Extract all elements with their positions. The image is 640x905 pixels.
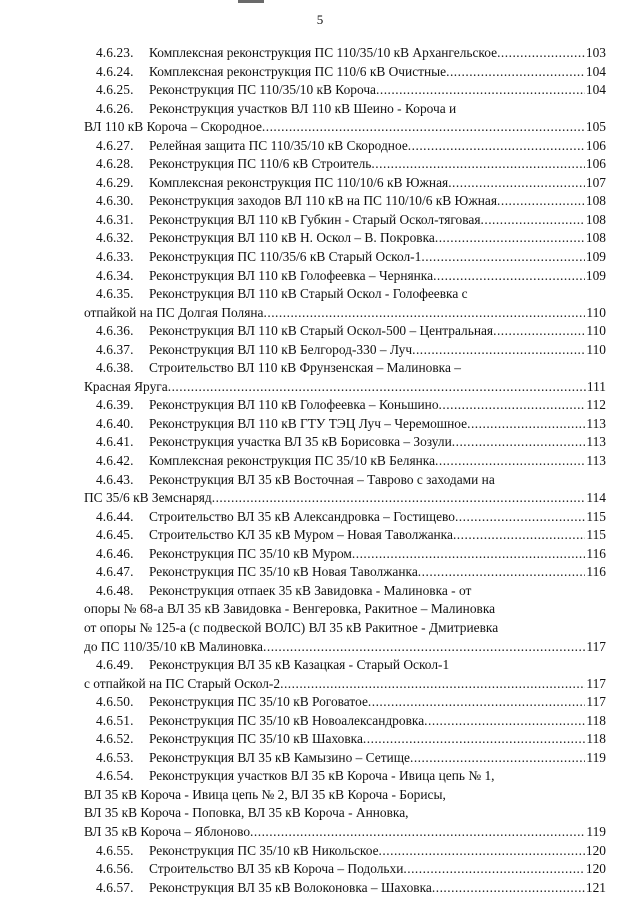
toc-continuation-line [84, 118, 606, 137]
toc-line [96, 582, 606, 601]
toc-page-number: 114 [586, 490, 606, 506]
toc-section-number: 4.6.35. [96, 286, 134, 302]
toc-section-number: 4.6.28. [96, 156, 134, 172]
toc-section-number: 4.6.27. [96, 137, 134, 153]
toc-page-number: 112 [586, 397, 606, 413]
toc-entry [84, 471, 606, 508]
toc-page-number: 110 [586, 304, 606, 320]
toc-dot-leader [453, 526, 585, 545]
toc-section-number: 4.6.56. [96, 861, 134, 877]
toc-continuation-line [84, 638, 606, 657]
toc-entry [84, 100, 606, 137]
toc-page-number: 113 [586, 453, 606, 469]
toc-title-text: ПС 35/6 кВ Земснаряд [84, 490, 212, 506]
toc-line [96, 563, 606, 582]
toc-entry [96, 693, 606, 712]
toc-entry [96, 396, 606, 415]
toc-title-text: с отпайкой на ПС Старый Оскол-2 [84, 675, 281, 691]
toc-line [96, 81, 606, 100]
toc-title-text: Строительство ВЛ 35 кВ Александровка – Гостищево [149, 508, 455, 524]
toc-title-text: Реконструкция ПС 110/6 кВ Строитель [149, 156, 372, 172]
toc-dot-leader [432, 879, 585, 898]
toc-dot-leader [418, 563, 586, 582]
toc-section-number: 4.6.52. [96, 731, 134, 747]
toc-line [96, 155, 606, 174]
toc-line [96, 248, 606, 267]
toc-page-number: 119 [586, 823, 606, 839]
toc-page-number: 118 [586, 731, 606, 747]
toc-continuation-line [84, 489, 606, 508]
toc-line [96, 285, 606, 304]
toc-line [96, 63, 606, 82]
toc-page-number: 108 [585, 230, 606, 246]
toc-line [96, 471, 606, 490]
toc-section-number: 4.6.37. [96, 341, 134, 357]
toc-entry [96, 81, 606, 100]
toc-title-text: Реконструкция ПС 35/10 кВ Шаховка [149, 731, 363, 747]
toc-dot-leader [497, 192, 585, 211]
toc-title-text: от опоры № 125-а (с подвеской ВОЛС) ВЛ 35 кВ Ракитное - Дмитриевка [84, 619, 499, 635]
toc-dot-leader [368, 693, 586, 712]
toc-line [96, 879, 606, 898]
toc-section-number: 4.6.34. [96, 267, 134, 283]
toc-page-number: 108 [585, 193, 606, 209]
toc-page-number: 104 [585, 82, 606, 98]
toc-title-text: Реконструкция ВЛ 110 кВ Губкин - Старый Оскол-тяговая [149, 211, 481, 227]
toc-title-text: Реконструкция ПС 35/10 кВ Муром [149, 545, 352, 561]
toc-entry [96, 526, 606, 545]
toc-title-text: Реконструкция ВЛ 110 кВ Голофеевка – Чернянка [149, 267, 434, 283]
toc-entry [96, 229, 606, 248]
toc-dot-leader [410, 749, 585, 768]
toc-page-number: 109 [585, 267, 606, 283]
toc-title-text: Строительство ВЛ 35 кВ Короча – Подольхи [149, 861, 404, 877]
toc-dot-leader [439, 396, 586, 415]
toc-entry [96, 508, 606, 527]
toc-line [96, 433, 606, 452]
toc-entry [96, 842, 606, 861]
toc-dot-leader [352, 545, 586, 564]
toc-title-text: Реконструкция ВЛ 110 кВ ГТУ ТЭЦ Луч – Черемошное [149, 415, 468, 431]
toc-dot-leader [168, 378, 586, 397]
toc-dot-leader [263, 638, 585, 657]
toc-title-text: Реконструкция ПС 35/10 кВ Новая Таволжанка [149, 564, 418, 580]
toc-continuation-line [84, 786, 606, 805]
toc-section-number: 4.6.31. [96, 211, 134, 227]
toc-continuation-line [84, 378, 606, 397]
toc-entry [96, 155, 606, 174]
toc-section-number: 4.6.42. [96, 453, 134, 469]
toc-page-number: 116 [586, 545, 606, 561]
toc-line [96, 730, 606, 749]
toc-section-number: 4.6.40. [96, 415, 134, 431]
toc-page-number: 108 [585, 211, 606, 227]
toc-dot-leader [448, 174, 585, 193]
toc-title-text: Реконструкция ВЛ 110 кВ Н. Оскол – В. Покровка [149, 230, 435, 246]
toc-dot-leader [481, 211, 585, 230]
toc-page-number: 110 [586, 341, 606, 357]
toc-dot-leader [280, 675, 585, 694]
toc-dot-leader [435, 229, 585, 248]
toc-entry [96, 174, 606, 193]
page-number: 5 [316, 12, 324, 27]
toc-entry [96, 44, 606, 63]
toc-entry [96, 452, 606, 471]
toc-section-number: 4.6.49. [96, 657, 134, 673]
toc-continuation-line [84, 600, 606, 619]
toc-dot-leader [446, 63, 585, 82]
toc-continuation-line [84, 823, 606, 842]
toc-line [96, 508, 606, 527]
toc-title-text: опоры № 68-а ВЛ 35 кВ Завидовка - Венгеровка, Ракитное – Малиновка [84, 601, 496, 617]
toc-dot-leader [497, 44, 585, 63]
toc-title-text: ВЛ 35 кВ Короча - Ивица цепь № 2, ВЛ 35 кВ Короча - Борисы, [84, 786, 446, 802]
toc-entry [84, 582, 606, 656]
toc-page-number: 117 [586, 638, 606, 654]
toc-section-number: 4.6.29. [96, 174, 134, 190]
toc-dot-leader [435, 452, 585, 471]
toc-page-number: 113 [586, 415, 606, 431]
toc-dot-leader [264, 304, 586, 323]
toc-section-number: 4.6.55. [96, 842, 134, 858]
toc-title-text: Реконструкция ВЛ 110 кВ Голофеевка – Коньшино [149, 397, 439, 413]
toc-page-number: 104 [585, 63, 606, 79]
toc-page-number: 109 [585, 249, 606, 265]
toc-entry [96, 341, 606, 360]
toc-section-number: 4.6.54. [96, 768, 134, 784]
toc-title-text: Комплексная реконструкция ПС 35/10 кВ Белянка [149, 453, 436, 469]
toc-title-text: Реконструкция ВЛ 35 кВ Восточная – Таврово с заходами на [149, 471, 495, 487]
toc-line [96, 341, 606, 360]
toc-line [96, 229, 606, 248]
toc-page-number: 113 [586, 434, 606, 450]
toc-title-text: ВЛ 35 кВ Короча - Поповка, ВЛ 35 кВ Короча - Анновка, [84, 805, 409, 821]
toc-page-number: 115 [586, 527, 606, 543]
toc-section-number: 4.6.39. [96, 397, 134, 413]
toc-entry [96, 248, 606, 267]
toc-line [96, 359, 606, 378]
toc-entry [96, 879, 606, 898]
toc-title-text: Реконструкция ВЛ 110 кВ Белгород-330 – Луч [149, 341, 413, 357]
toc-section-number: 4.6.41. [96, 434, 134, 450]
toc-title-text: Реконструкция ВЛ 110 кВ Старый Оскол-500 – Центральная [149, 323, 494, 339]
toc-page-number: 120 [585, 842, 606, 858]
toc-continuation-line [84, 675, 606, 694]
toc-line [96, 842, 606, 861]
toc-dot-leader [433, 267, 585, 286]
toc-page-number: 106 [585, 156, 606, 172]
toc-dot-leader [493, 322, 585, 341]
toc-dot-leader [371, 155, 584, 174]
toc-line [96, 396, 606, 415]
toc-line [96, 44, 606, 63]
toc-page-number: 110 [586, 323, 606, 339]
table-of-contents [84, 44, 606, 897]
toc-title-text: Реконструкция ПС 110/35/10 кВ Короча [149, 82, 376, 98]
toc-dot-leader [250, 823, 585, 842]
toc-dot-leader [379, 842, 585, 861]
toc-entry [96, 137, 606, 156]
toc-continuation-line [84, 619, 606, 638]
toc-entry [96, 545, 606, 564]
toc-section-number: 4.6.33. [96, 249, 134, 265]
toc-dot-leader [412, 341, 585, 360]
toc-line [96, 860, 606, 879]
toc-dot-leader [376, 81, 585, 100]
toc-page-number: 119 [586, 749, 606, 765]
toc-line [96, 192, 606, 211]
toc-section-number: 4.6.25. [96, 82, 134, 98]
toc-title-text: Релейная защита ПС 110/35/10 кВ Скородное [149, 137, 408, 153]
toc-section-number: 4.6.30. [96, 193, 134, 209]
toc-dot-leader [421, 248, 585, 267]
toc-entry [84, 285, 606, 322]
toc-entry [96, 192, 606, 211]
toc-dot-leader [403, 860, 585, 879]
toc-section-number: 4.6.43. [96, 471, 134, 487]
toc-title-text: Реконструкция заходов ВЛ 110 кВ на ПС 110/10/6 кВ Южная [149, 193, 497, 209]
toc-entry [96, 415, 606, 434]
toc-line [96, 452, 606, 471]
toc-page-number: 103 [585, 45, 606, 60]
toc-entry [96, 211, 606, 230]
toc-page-number: 111 [586, 378, 606, 394]
toc-entry [96, 322, 606, 341]
toc-title-text: Реконструкция ПС 35/10 кВ Роговатое [149, 694, 368, 710]
toc-title-text: Комплексная реконструкция ПС 110/6 кВ Очистные [149, 63, 447, 79]
toc-line [96, 656, 606, 675]
toc-title-text: Красная Яруга [84, 378, 168, 394]
toc-entry [96, 433, 606, 452]
toc-line [96, 211, 606, 230]
toc-page-number: 117 [586, 675, 606, 691]
toc-dot-leader [363, 730, 586, 749]
toc-section-number: 4.6.57. [96, 879, 134, 895]
toc-title-text: Реконструкция ВЛ 110 кВ Старый Оскол - Голофеевка с [149, 286, 468, 302]
toc-section-number: 4.6.26. [96, 100, 134, 116]
toc-page-number: 120 [585, 861, 606, 877]
toc-entry [96, 730, 606, 749]
toc-title-text: Реконструкция участка ВЛ 35 кВ Борисовка – Зозули [149, 434, 452, 450]
toc-title-text: Реконструкция ПС 35/10 кВ Никольское [149, 842, 379, 858]
toc-title-text: Комплексная реконструкция ПС 110/35/10 кВ Архангельское [149, 45, 498, 60]
toc-page-number: 107 [585, 174, 606, 190]
toc-entry [84, 656, 606, 693]
toc-title-text: Реконструкция ВЛ 35 кВ Камызино – Сетище [149, 749, 410, 765]
toc-page-number: 106 [585, 137, 606, 153]
scan-mark [238, 0, 264, 3]
toc-section-number: 4.6.53. [96, 749, 134, 765]
toc-entry [96, 63, 606, 82]
toc-entry [96, 860, 606, 879]
toc-line [96, 545, 606, 564]
toc-title-text: Реконструкция отпаек 35 кВ Завидовка - Малиновка - от [149, 582, 472, 598]
toc-section-number: 4.6.47. [96, 564, 134, 580]
toc-page-number: 116 [586, 564, 606, 580]
toc-line [96, 415, 606, 434]
toc-title-text: ВЛ 35 кВ Короча – Яблоново [84, 823, 251, 839]
toc-dot-leader [424, 712, 585, 731]
toc-line [96, 526, 606, 545]
toc-title-text: Строительство КЛ 35 кВ Муром – Новая Таволжанка [149, 527, 453, 543]
toc-continuation-line [84, 804, 606, 823]
toc-section-number: 4.6.50. [96, 694, 134, 710]
toc-page-number: 118 [586, 712, 606, 728]
toc-title-text: Реконструкция ПС 35/10 кВ Новоалександровка [149, 712, 425, 728]
toc-page-number: 105 [585, 119, 606, 135]
toc-section-number: 4.6.45. [96, 527, 134, 543]
toc-page-number: 121 [585, 879, 606, 895]
toc-dot-leader [452, 433, 586, 452]
toc-section-number: 4.6.51. [96, 712, 134, 728]
toc-line [96, 100, 606, 119]
toc-section-number: 4.6.48. [96, 582, 134, 598]
toc-line [96, 322, 606, 341]
toc-title-text: Реконструкция ВЛ 35 кВ Казацкая - Старый Оскол-1 [149, 657, 450, 673]
toc-section-number: 4.6.44. [96, 508, 134, 524]
toc-section-number: 4.6.32. [96, 230, 134, 246]
toc-line [96, 712, 606, 731]
toc-dot-leader [408, 137, 585, 156]
toc-section-number: 4.6.23. [96, 45, 134, 60]
toc-line [96, 137, 606, 156]
toc-continuation-line [84, 304, 606, 323]
toc-page-number: 117 [586, 694, 606, 710]
toc-section-number: 4.6.46. [96, 545, 134, 561]
toc-dot-leader [467, 415, 585, 434]
toc-line [96, 174, 606, 193]
toc-title-text: Комплексная реконструкция ПС 110/10/6 кВ Южная [149, 174, 449, 190]
toc-dot-leader [455, 508, 585, 527]
toc-entry [96, 267, 606, 286]
toc-title-text: Реконструкция участков ВЛ 35 кВ Короча - Ивица цепь № 1, [149, 768, 495, 784]
toc-line [96, 767, 606, 786]
toc-entry [96, 712, 606, 731]
toc-page-number: 115 [586, 508, 606, 524]
toc-entry [84, 767, 606, 841]
toc-entry [96, 563, 606, 582]
toc-title-text: Реконструкция ВЛ 35 кВ Волоконовка – Шаховка [149, 879, 432, 895]
toc-title-text: отпайкой на ПС Долгая Поляна [84, 304, 264, 320]
toc-title-text: ВЛ 110 кВ Короча – Скородное [84, 119, 262, 135]
toc-dot-leader [262, 118, 585, 137]
toc-title-text: до ПС 110/35/10 кВ Малиновка [84, 638, 263, 654]
toc-entry [84, 359, 606, 396]
toc-section-number: 4.6.24. [96, 63, 134, 79]
toc-line [96, 693, 606, 712]
toc-section-number: 4.6.36. [96, 323, 134, 339]
toc-title-text: Реконструкция участков ВЛ 110 кВ Шеино - Короча и [149, 100, 457, 116]
toc-entry [96, 749, 606, 768]
toc-dot-leader [212, 489, 586, 508]
toc-section-number: 4.6.38. [96, 360, 134, 376]
toc-line [96, 267, 606, 286]
toc-line [96, 749, 606, 768]
toc-title-text: Строительство ВЛ 110 кВ Фрунзенская – Малиновка – [149, 360, 461, 376]
toc-title-text: Реконструкция ПС 110/35/6 кВ Старый Оскол-1 [149, 249, 422, 265]
